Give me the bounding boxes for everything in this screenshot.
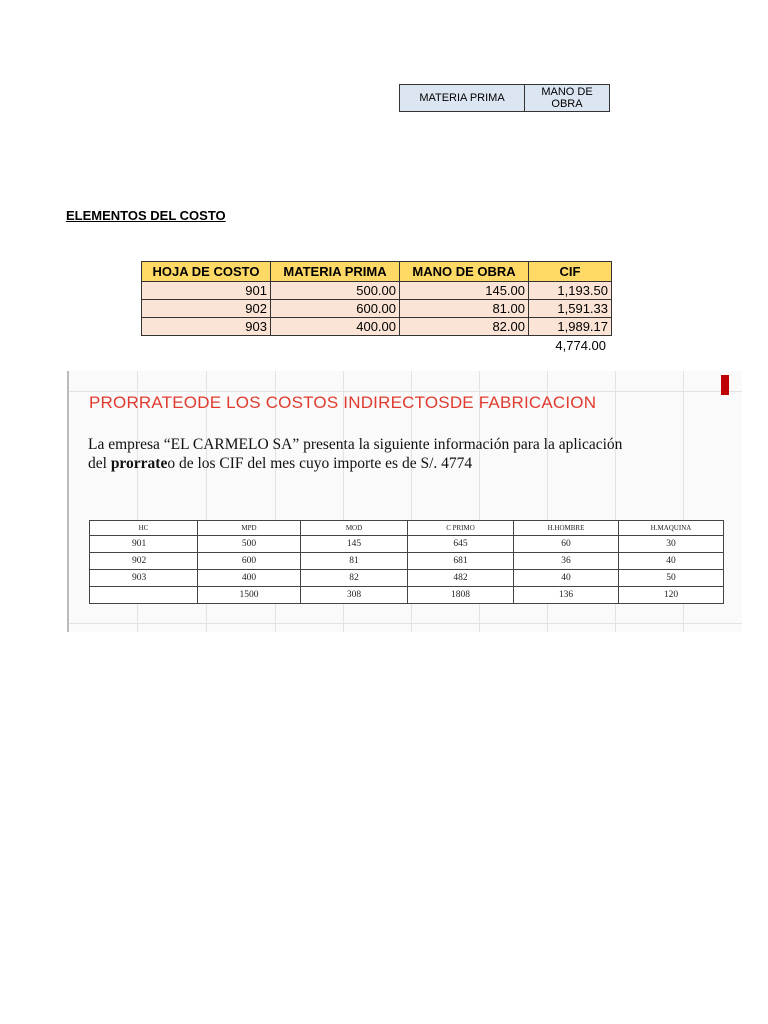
prorrateo-cell: 645 bbox=[408, 536, 514, 553]
text-suffix: o de los CIF del mes cuyo importe es de S/. 4774 bbox=[167, 455, 473, 472]
cost-cell: 400.00 bbox=[271, 318, 400, 336]
cost-cell: 1,989.17 bbox=[529, 318, 612, 336]
cost-cell: 82.00 bbox=[400, 318, 529, 336]
prorrateo-cell: 136 bbox=[514, 587, 619, 604]
cost-cell: 1,591.33 bbox=[529, 300, 612, 318]
cost-cell: 901 bbox=[142, 282, 271, 300]
prorrateo-header: MOD bbox=[301, 521, 408, 536]
prorrateo-cell: 145 bbox=[301, 536, 408, 553]
cost-row bbox=[142, 282, 612, 300]
red-marker bbox=[721, 375, 729, 395]
prorrateo-cell: 902 bbox=[90, 553, 198, 570]
cif-total: 4,774.00 bbox=[555, 338, 606, 353]
cost-cell: 145.00 bbox=[400, 282, 529, 300]
prorrateo-cell: 1500 bbox=[198, 587, 301, 604]
prorrateo-cell: 681 bbox=[408, 553, 514, 570]
prorrateo-cell: 50 bbox=[619, 570, 724, 587]
cost-header-cif: CIF bbox=[529, 262, 612, 282]
prorrateo-cell: 30 bbox=[619, 536, 724, 553]
panel-text-line1: La empresa “EL CARMELO SA” presenta la siguiente información para la aplicación bbox=[88, 436, 623, 453]
prorrateo-cell: 308 bbox=[301, 587, 408, 604]
cost-cell: 903 bbox=[142, 318, 271, 336]
prorrateo-row bbox=[90, 587, 724, 604]
embedded-spreadsheet-image bbox=[67, 371, 742, 632]
panel-paragraph bbox=[88, 435, 708, 473]
cost-cell: 1,193.50 bbox=[529, 282, 612, 300]
panel-title: PRORRATEODE LOS COSTOS INDIRECTOSDE FABRICACION bbox=[89, 393, 597, 412]
prorrateo-header: MPD bbox=[198, 521, 301, 536]
prorrateo-row bbox=[90, 570, 724, 587]
cost-header-hoja: HOJA DE COSTO bbox=[142, 262, 271, 282]
text-bold: prorrate bbox=[110, 455, 168, 472]
prorrateo-cell bbox=[90, 587, 198, 604]
prorrateo-cell: 1808 bbox=[408, 587, 514, 604]
prorrateo-cell: 901 bbox=[90, 536, 198, 553]
gridline bbox=[69, 391, 742, 392]
prorrateo-header: H.MAQUINA bbox=[619, 521, 724, 536]
section-title: ELEMENTOS DEL COSTO bbox=[66, 208, 226, 223]
text-prefix: del bbox=[88, 455, 111, 472]
prorrateo-cell: 36 bbox=[514, 553, 619, 570]
prorrateo-cell: 482 bbox=[408, 570, 514, 587]
cost-header-mano: MANO DE OBRA bbox=[400, 262, 529, 282]
prorrateo-cell: 60 bbox=[514, 536, 619, 553]
gridline bbox=[69, 623, 742, 624]
prorrateo-cell: 40 bbox=[514, 570, 619, 587]
prorrateo-cell: 81 bbox=[301, 553, 408, 570]
prorrateo-header: C PRIMO bbox=[408, 521, 514, 536]
top-header-materia-prima: MATERIA PRIMA bbox=[400, 85, 525, 112]
cost-cell: 81.00 bbox=[400, 300, 529, 318]
prorrateo-cell: 400 bbox=[198, 570, 301, 587]
cost-cell: 902 bbox=[142, 300, 271, 318]
panel-text-line2 bbox=[88, 454, 708, 473]
prorrateo-cell: 40 bbox=[619, 553, 724, 570]
prorrateo-row bbox=[90, 553, 724, 570]
top-header-table bbox=[399, 84, 610, 112]
cost-header-materia: MATERIA PRIMA bbox=[271, 262, 400, 282]
cost-row bbox=[142, 318, 612, 336]
prorrateo-cell: 903 bbox=[90, 570, 198, 587]
cost-row bbox=[142, 300, 612, 318]
prorrateo-header: HC bbox=[90, 521, 198, 536]
cost-cell: 500.00 bbox=[271, 282, 400, 300]
prorrateo-table bbox=[89, 520, 724, 604]
prorrateo-cell: 120 bbox=[619, 587, 724, 604]
cost-table bbox=[141, 261, 612, 336]
prorrateo-row bbox=[90, 536, 724, 553]
prorrateo-cell: 82 bbox=[301, 570, 408, 587]
prorrateo-cell: 600 bbox=[198, 553, 301, 570]
prorrateo-header: H.HOMBRE bbox=[514, 521, 619, 536]
prorrateo-cell: 500 bbox=[198, 536, 301, 553]
top-header-mano-de-obra: MANO DE OBRA bbox=[525, 85, 610, 112]
cost-cell: 600.00 bbox=[271, 300, 400, 318]
